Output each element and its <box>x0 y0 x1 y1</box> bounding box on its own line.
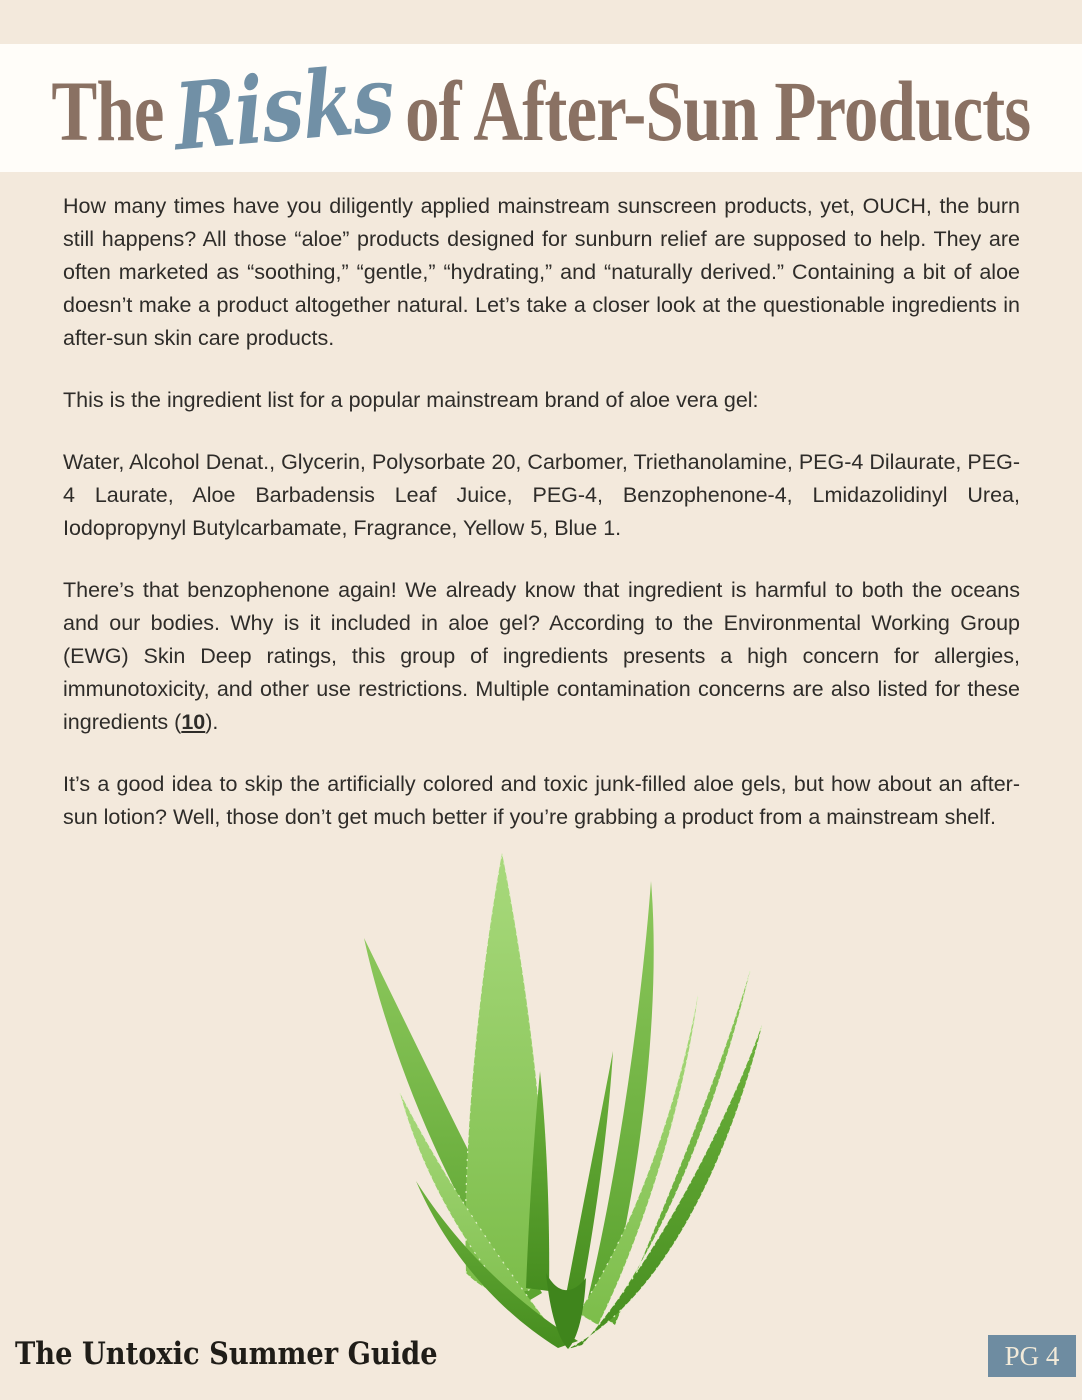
footer-guide-title: The Untoxic Summer Guide <box>15 1336 438 1372</box>
paragraph-lead-in: This is the ingredient list for a popular mainstream brand of aloe vera gel: <box>63 388 759 412</box>
page-header <box>0 44 1082 172</box>
title-risks-script: Risks <box>172 44 397 172</box>
paragraph-benzophenone <box>63 574 1020 739</box>
reference-link-10[interactable]: 10 <box>181 710 206 734</box>
title-the: The <box>51 63 164 159</box>
paragraph-intro: How many times have you diligently applied mainstream sunscreen products, yet, OUCH, the burn still happens? All those “aloe” products designed for sunburn relief are supposed to help. They are often marketed as “soothing,” “gentle,” “hydrating,” and “naturally derived.” Containing a bit of aloe doesn’t make a product altogether natural. Let’s take a closer look at the questionable ingredients in after-sun skin care products. <box>63 194 1020 350</box>
paragraph-conclusion: It’s a good idea to skip the artificially colored and toxic junk-filled aloe gels, but how about an after-sun lotion? Well, those don’t get much better if you’re grabbing a product from a mainstream shelf. <box>63 772 1020 829</box>
article-body <box>63 190 1020 863</box>
benzophenone-text: There’s that benzophenone again! We already know that ingredient is harmful to both the oceans and our bodies. Why is it included in aloe gel? According to the Environmental Working Group (EWG) Skin Deep ratings, this group of ingredients presents a high concern for allergies, immunotoxicity, and other use restrictions. Multiple contamination concerns are also listed for these ingredients ( <box>63 578 1020 734</box>
aloe-vera-image <box>350 843 780 1358</box>
title-rest: of After-Sun Products <box>405 63 1031 159</box>
page-title <box>51 44 1031 172</box>
page-number-badge: PG 4 <box>988 1335 1076 1377</box>
paragraph-ingredient-list: Water, Alcohol Denat., Glycerin, Polysorbate 20, Carbomer, Triethanolamine, PEG-4 Dilaurate, PEG-4 Laurate, Aloe Barbadensis Leaf Juice, PEG-4, Benzophenone-4, Lmidazolidinyl Urea, Iodopropynyl Butylcarbamate, Fragrance, Yellow 5, Blue 1. <box>63 450 1020 540</box>
benzophenone-text-end: ). <box>205 710 219 734</box>
